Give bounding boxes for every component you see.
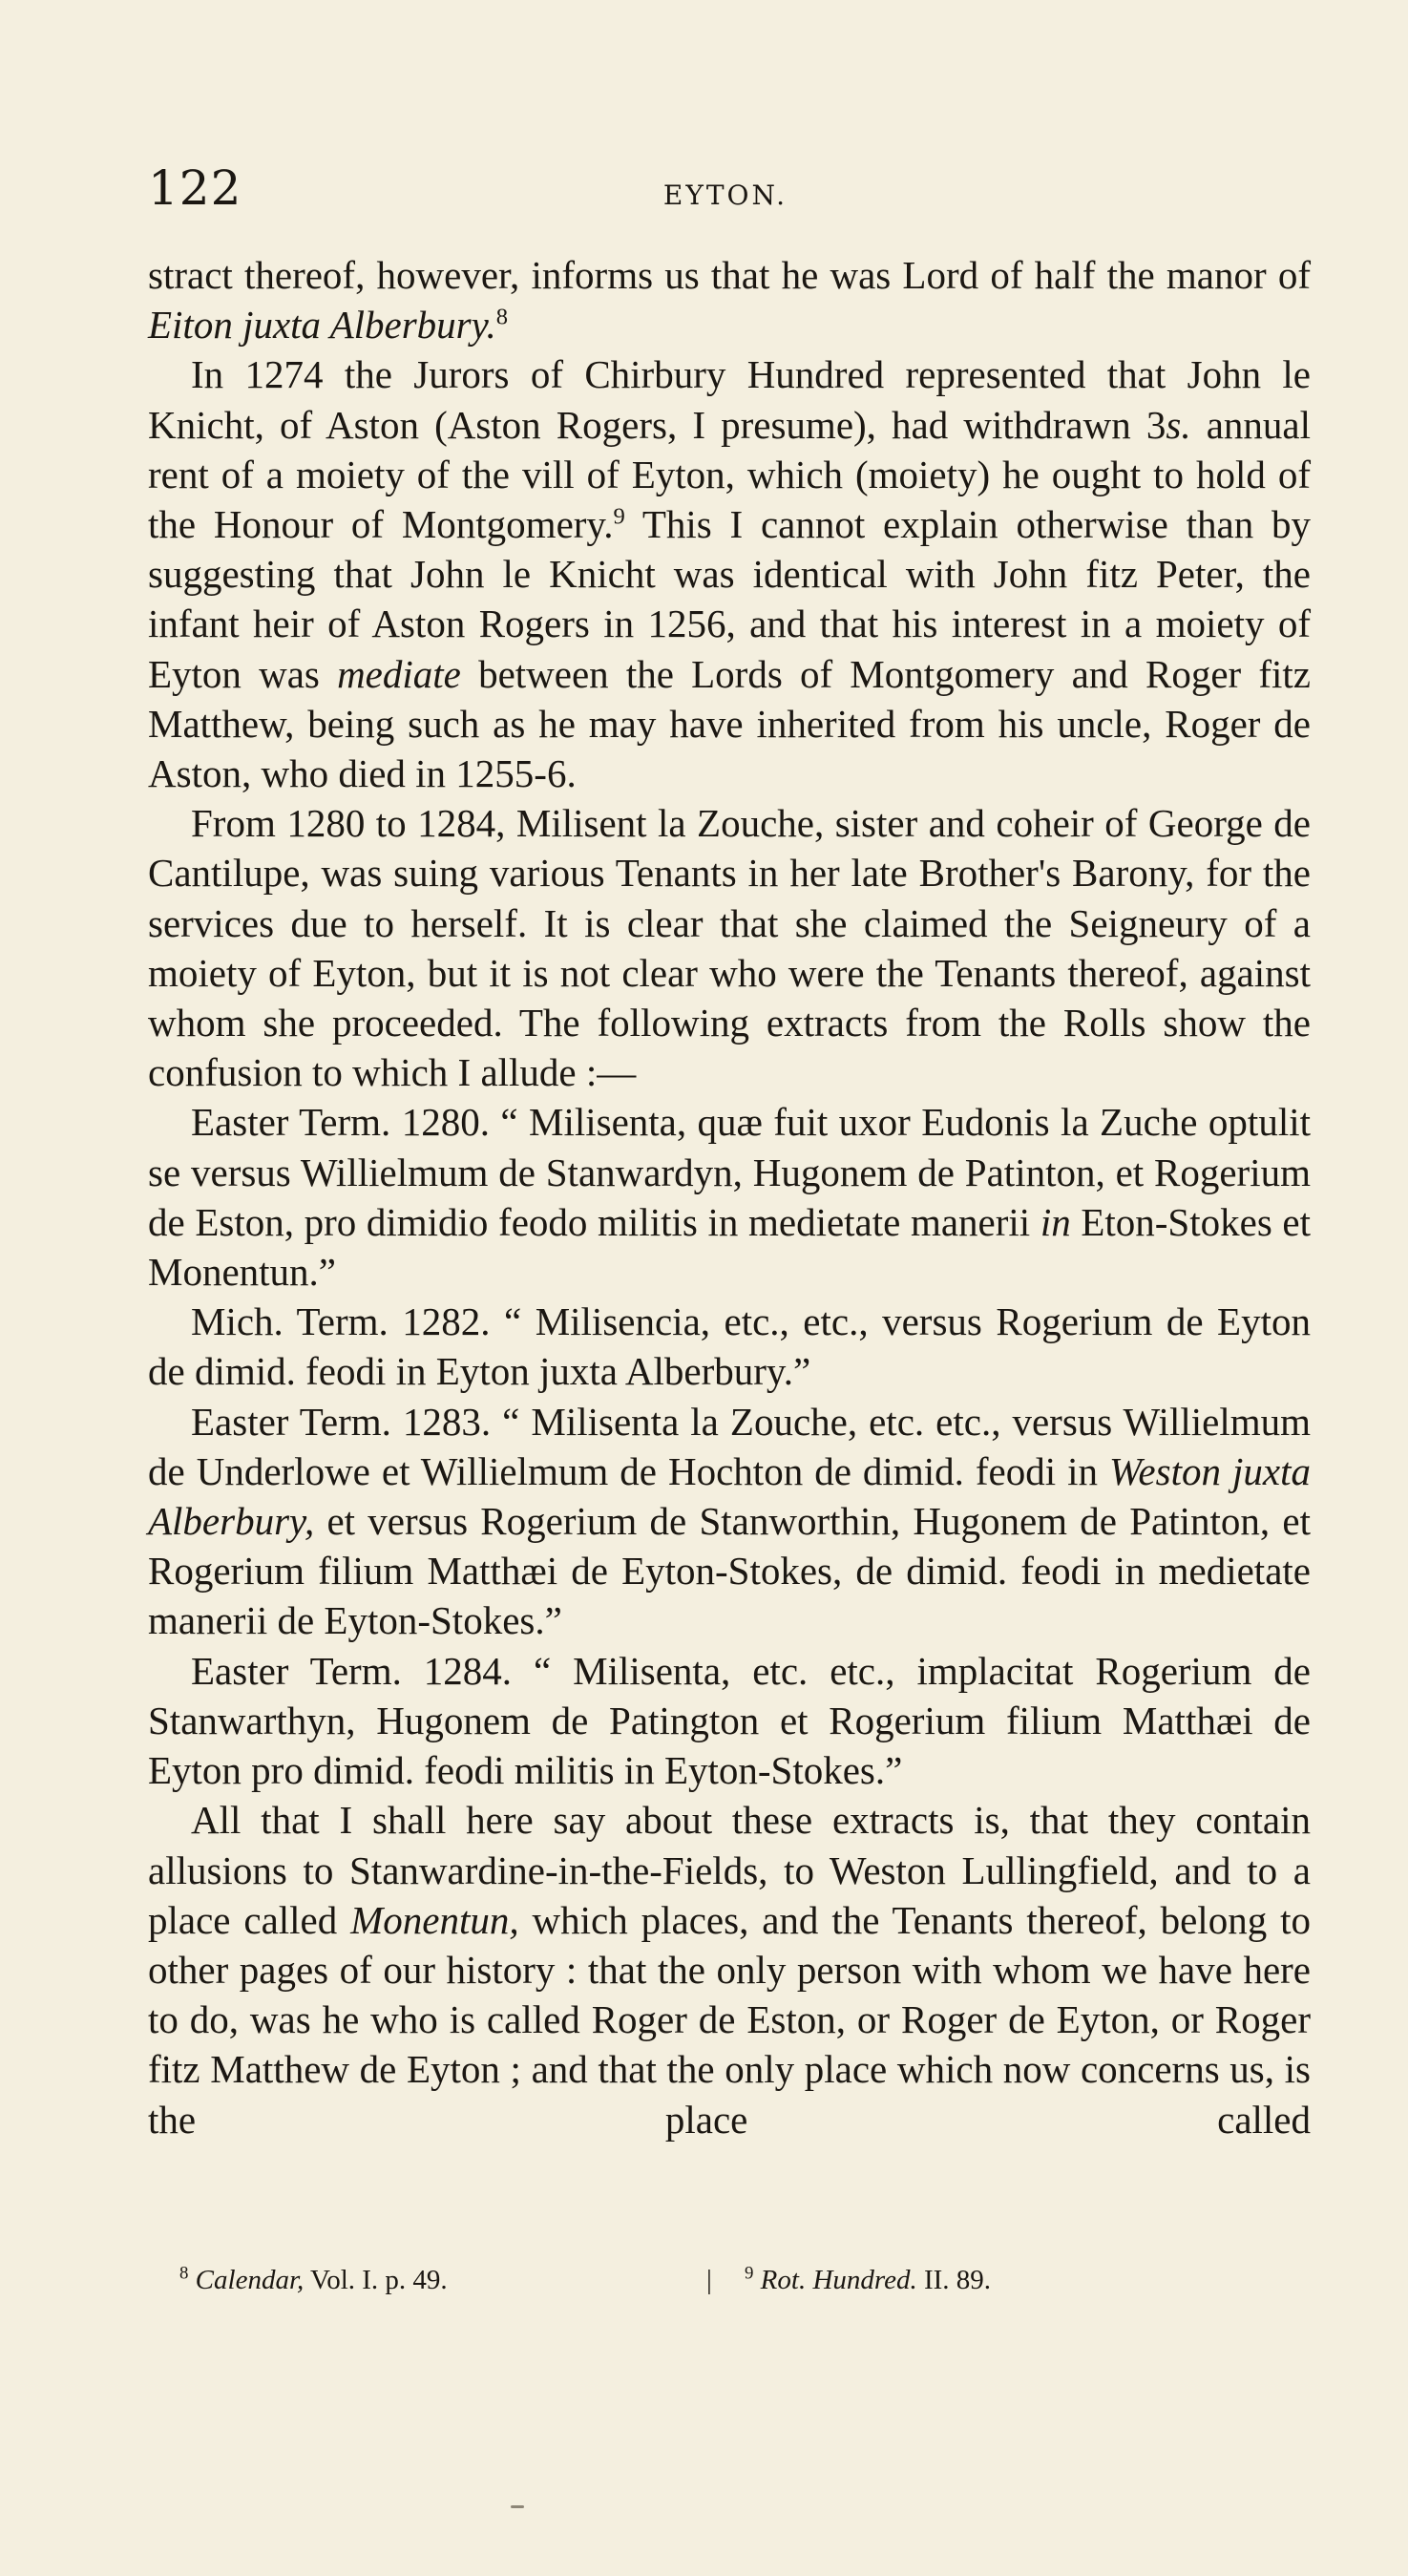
paragraph [148, 1397, 1311, 1646]
page-number: 122 [148, 160, 242, 216]
italic-text: in [1040, 1199, 1071, 1244]
text-run: All that I shall here say about these extracts is, that they contain allusions to Stanwardine-in-the-Fields, to Weston Lullingfield, and to a place called [148, 1798, 1311, 1942]
paragraph [148, 798, 1311, 1097]
running-head: EYTON. [662, 179, 788, 211]
body-text [148, 250, 1311, 2144]
footnote-9 [745, 2261, 991, 2299]
paragraph [148, 1646, 1311, 1796]
footnote-9-marker: 9 [745, 2263, 754, 2284]
footnote-ref: 9 [613, 503, 625, 530]
text-run: which places, and the Tenants thereof, belong to other pages of our history : that the only person with whom we have here to do, was he who is called Roger de Eston, or Roger de Eyton, or Roger fitz Matthew de Eyton ; and that the only place which now concerns us, is the place called [148, 1897, 1311, 2142]
paragraph [148, 250, 1311, 349]
italic-text: mediate [337, 651, 461, 696]
text-run: Easter Term. 1283. “ Milisenta la Zouche, etc. etc., versus Willielmum de Underlowe et Willielmum de Hochton de dimid. feodi in [148, 1399, 1311, 1493]
paragraph [148, 1097, 1311, 1297]
footnote-8-marker: 8 [179, 2263, 189, 2284]
footnote-9-source: Rot. Hundred. [760, 2265, 917, 2295]
italic-text: s. [1166, 402, 1191, 447]
text-run: Easter Term. 1280. “ Milisenta, quæ fuit uxor Eudonis la Zuche optulit se versus Willielmum de Stanwardyn, Hugonem de Patinton, et Rogerium de Eston, pro dimidio feodo militis in medietate manerii [148, 1100, 1311, 1244]
italic-text: Monentun, [350, 1897, 519, 1942]
page-header [148, 160, 1303, 218]
footnote-9-ref: II. 89. [916, 2265, 992, 2295]
text-run: Eton-Stokes et Monentun.” [148, 1199, 1311, 1295]
text-run: Easter Term. 1284. “ Milisenta, etc. etc., implacitat Rogerium de Stanwarthyn, Hugonem de Patington et Rogerium filium Matthæi de Eyton pro dimid. feodi militis in Eyton-Stokes.” [148, 1648, 1311, 1793]
print-speck [511, 2505, 524, 2508]
text-run: In 1274 the Jurors of Chirbury Hundred represented that John le Knicht, of Aston (Aston Rogers, I presume), had withdrawn 3 [148, 352, 1311, 447]
footnote-ref: 8 [495, 304, 509, 330]
footnote-8 [179, 2261, 448, 2299]
text-run: annual rent of a moiety of the vill of Eyton, which (moiety) he ought to hold of the Honour of Montgomery. [148, 402, 1311, 547]
text-run: between the Lords of Montgomery and Roger fitz Matthew, being such as he may have inherited from his uncle, Roger de Aston, who died in 1255-6. [148, 651, 1311, 796]
paragraph [148, 349, 1311, 798]
footnote-8-ref: Vol. I. p. 49. [304, 2265, 448, 2295]
text-run: From 1280 to 1284, Milisent la Zouche, sister and coheir of George de Cantilupe, was suing various Tenants in her late Brother's Barony, for the services due to herself. It is clear that she claimed the Seigneury of a moiety of Eyton, but it is not clear who were the Tenants thereof, against whom she proceeded. The following extracts from the Rolls show the confusion to which I allude :— [148, 801, 1311, 1095]
text-run: stract thereof, however, informs us that he was Lord of half the manor of [148, 253, 1311, 297]
footnote-8-source: Calendar, [195, 2265, 305, 2295]
footnote-separator: | [706, 2265, 712, 2295]
paragraph [148, 1795, 1311, 2143]
text-run: Mich. Term. 1282. “ Milisencia, etc., etc., versus Rogerium de Eyton de dimid. feodi in Eyton juxta Alberbury.” [148, 1299, 1311, 1394]
paragraph [148, 1297, 1311, 1396]
text-run: This I cannot explain otherwise than by suggesting that John le Knicht was identical with John fitz Peter, the infant heir of Aston Rogers in 1256, and that his interest in a moiety of Eyton was [148, 502, 1311, 696]
text-run: et versus Rogerium de Stanworthin, Hugonem de Patinton, et Rogerium filium Matthæi de Eyton-Stokes, de dimid. feodi in medietate manerii de Eyton-Stokes.” [148, 1499, 1311, 1643]
italic-text: Eiton juxta Alberbury. [148, 303, 496, 348]
italic-text: Weston juxta Alberbury, [148, 1448, 1311, 1544]
